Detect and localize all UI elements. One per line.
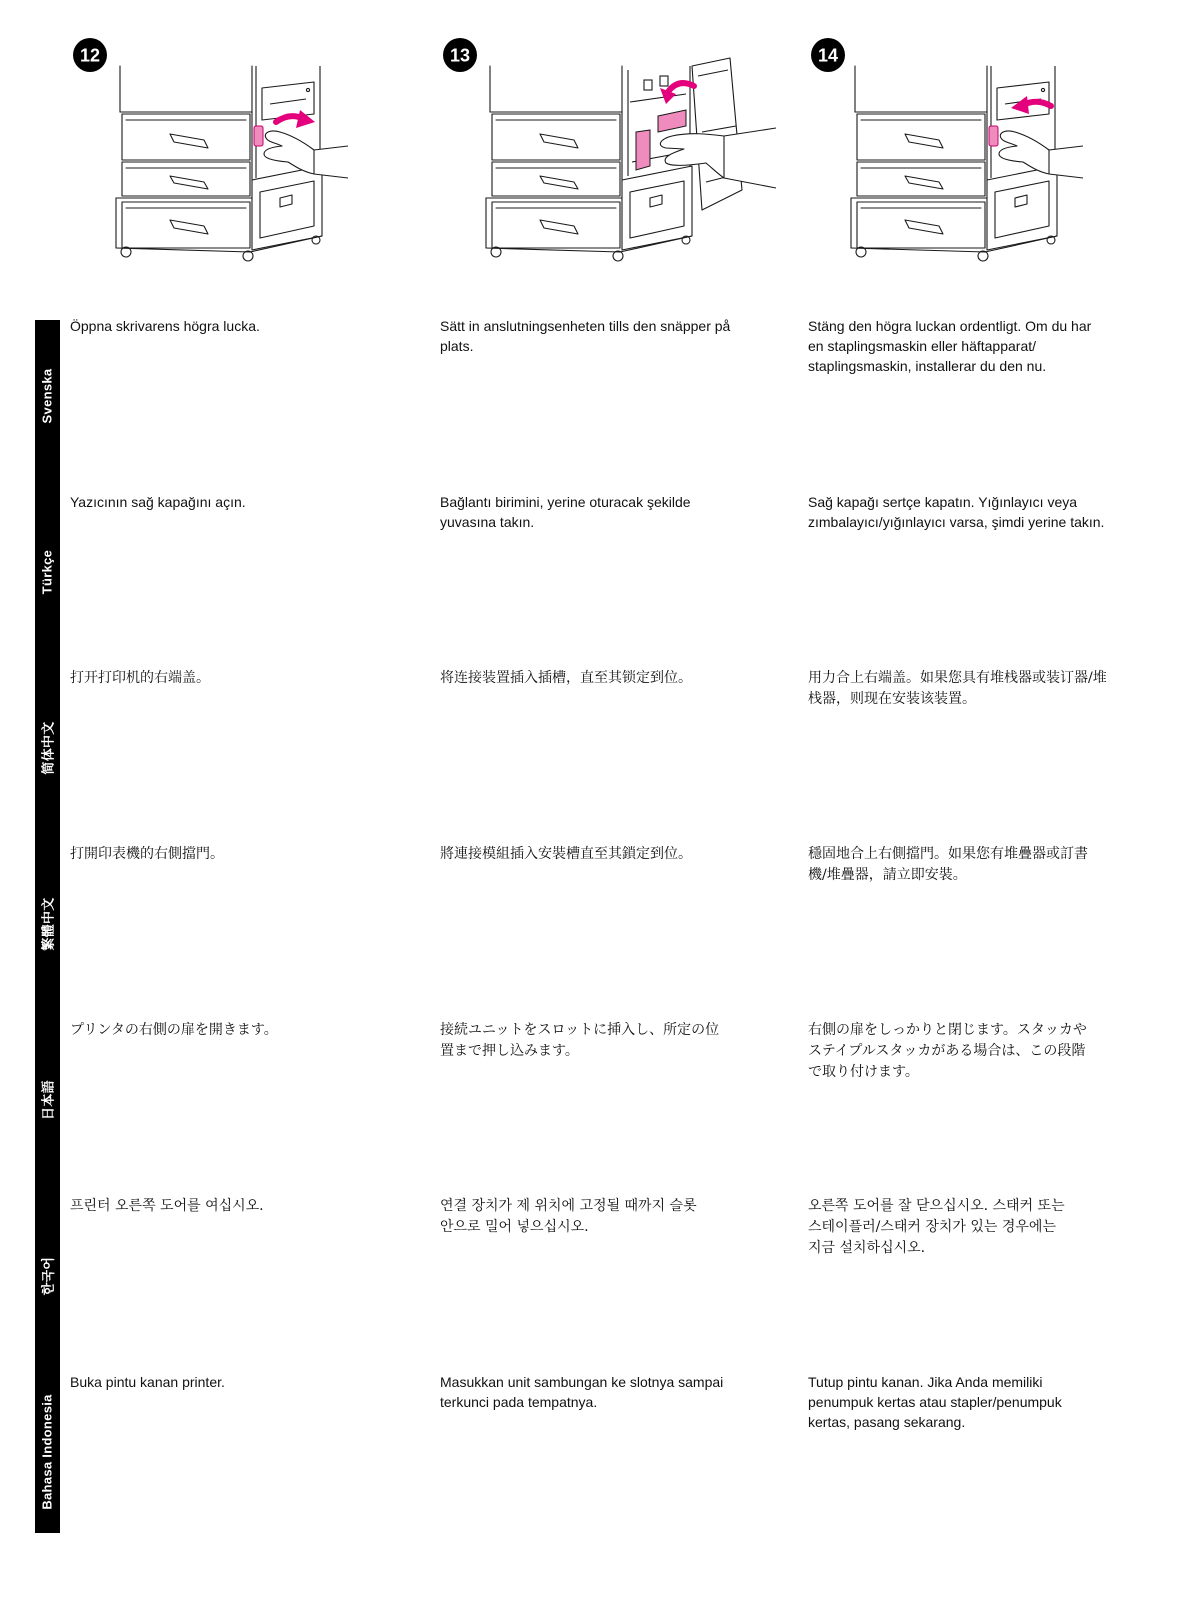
step-14-badge [811,38,845,72]
turkce-step-12-text: Yazıcının sağ kapağını açın. [70,494,246,510]
korean-step-14-text: 오른쪽 도어를 잘 닫으십시오. 스태커 또는 스테이플러/스태커 장치가 있는 경우에는 지금 설치하십시오. [808,1198,1065,1256]
language-label-svenska: Svenska [39,368,55,424]
step-13-number: 13 [449,45,471,66]
step-illustrations [0,0,1203,290]
japanese-step-13-text: 接続ユニットをスロットに挿入し、所定の位 置まで押し込みます。 [440,1022,720,1059]
row-bahasa-indonesia [0,1372,1203,1548]
door-handle [254,126,263,146]
step-12-illustration [116,66,348,261]
traditional-chinese-step-12-text: 打開印表機的右側擋門。 [70,846,224,862]
step-12-number: 12 [79,45,101,66]
simplified-chinese-step-14-text: 用力合上右端盖。如果您具有堆栈器或装订器/堆 栈器，则现在安装该装置。 [808,670,1107,707]
row-turkce [0,492,1203,668]
printer-body [486,66,692,261]
connection-unit [636,130,650,170]
step-13-illustration [486,58,776,261]
traditional-chinese-step-14-text: 穩固地合上右側擋門。如果您有堆疊器或訂書 機/堆疊器，請立即安裝。 [808,846,1088,883]
language-label-simplified-chinese: 简体中文 [40,721,56,775]
language-label-traditional-chinese: 繁體中文 [40,897,56,951]
instruction-table [0,316,1203,1548]
language-label-korean: 한국어 [40,1256,56,1296]
simplified-chinese-step-12-text: 打开打印机的右端盖。 [70,670,210,686]
simplified-chinese-step-13-text: 将连接装置插入插槽，直至其锁定到位。 [440,670,692,686]
curved-arrow-left-icon [1011,96,1051,114]
step-13-badge [443,38,477,72]
svenska-step-14-text: Stäng den högra luckan ordentligt. Om du har en staplingsmaskin eller häftapparat/ staplingsmaskin, installerar du den nu. [808,318,1092,374]
row-traditional-chinese [0,844,1203,1020]
row-korean [0,1196,1203,1372]
step-12-badge [73,38,107,72]
connection-unit-slot [658,110,686,132]
hand [264,131,348,178]
bahasa-indonesia-step-14-text: Tutup pintu kanan. Jika Anda memiliki penumpuk kertas atau stapler/penumpuk kertas, pasang sekarang. [808,1374,1062,1430]
turkce-step-13-text: Bağlantı birimini, yerine oturacak şekilde yuvasına takın. [440,494,691,530]
bahasa-indonesia-step-12-text: Buka pintu kanan printer. [70,1374,225,1390]
door-handle [989,126,998,146]
row-svenska [0,316,1203,492]
svenska-step-13-text: Sätt in anslutningsenheten tills den snäpper på plats. [440,318,731,354]
turkce-step-14-text: Sağ kapağı sertçe kapatın. Yığınlayıcı veya zımbalayıcı/yığınlayıcı varsa, şimdi yerine takın. [808,494,1105,530]
bahasa-indonesia-step-13-text: Masukkan unit sambungan ke slotnya sampai terkunci pada tempatnya. [440,1374,724,1410]
row-simplified-chinese [0,668,1203,844]
language-label-japanese: 日本語 [40,1080,56,1120]
japanese-step-14-text: 右側の扉をしっかりと閉じます。スタッカや ステイプルスタッカがある場合は、この段階 で取り付けます。 [808,1022,1087,1080]
curved-arrow-right-icon [276,110,315,128]
korean-step-12-text: 프린터 오른쪽 도어를 여십시오. [70,1198,264,1214]
step-14-number: 14 [817,45,839,66]
language-label-turkce: Türkçe [39,549,55,595]
hand [999,131,1083,178]
traditional-chinese-step-13-text: 將連接模組插入安裝槽直至其鎖定到位。 [440,846,692,862]
language-label-bahasa-indonesia: Bahasa Indonesia [39,1394,55,1510]
row-japanese [0,1020,1203,1196]
japanese-step-12-text: プリンタの右側の扉を開きます。 [70,1022,278,1038]
svenska-step-12-text: Öppna skrivarens högra lucka. [70,318,260,334]
step-14-illustration [851,66,1083,261]
korean-step-13-text: 연결 장치가 제 위치에 고정될 때까지 슬롯 안으로 밀어 넣으십시오. [440,1198,697,1235]
